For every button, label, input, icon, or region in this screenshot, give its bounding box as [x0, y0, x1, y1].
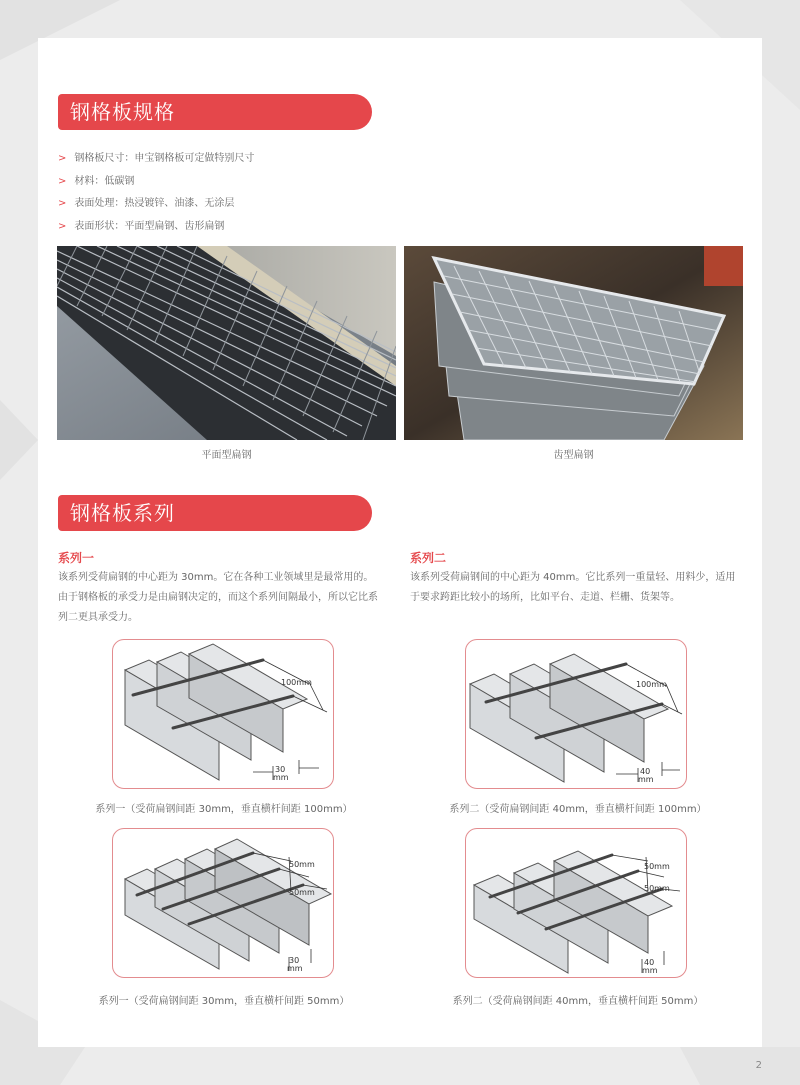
- dim-label: mm: [642, 966, 658, 975]
- spec-item: [58, 195, 254, 218]
- dim-label: 100mm: [281, 678, 312, 687]
- spec-item: [58, 218, 254, 241]
- diagram-caption: 系列一（受荷扁钢间距 30mm，垂直横杆间距 50mm）: [98, 996, 350, 1007]
- grating-diagram: [466, 640, 687, 789]
- spec-text: 材料：低碳钢: [74, 175, 135, 187]
- bullet-arrow-icon: >: [58, 153, 67, 164]
- dim-label: mm: [273, 773, 289, 782]
- diagram-series-two-50: [465, 828, 687, 978]
- series-one-description: 该系列受荷扁钢的中心距为 30mm。它在各种工业领域里是最常用的。由于钢格板的承受力是由扁钢决定的，而这个系列间隔最小，所以它比系列二更具承受力。: [58, 572, 378, 623]
- dim-label: 50mm: [644, 884, 670, 893]
- grating-diagram: [466, 829, 687, 978]
- page-sheet: [38, 38, 762, 1047]
- dim-label: mm: [638, 775, 654, 784]
- dim-label: 40: [644, 958, 655, 967]
- spec-text: 钢格板尺寸：申宝钢格板可定做特别尺寸: [74, 153, 255, 164]
- page-number: 2: [755, 1060, 762, 1071]
- dim-label: 50mm: [289, 888, 315, 897]
- serrated-grating-caption: 齿型扁钢: [553, 450, 594, 461]
- flat-grating-photo: [57, 246, 396, 440]
- dim-label: 50mm: [644, 862, 670, 871]
- grating-diagram: [113, 829, 334, 978]
- serrated-grating-photo: [404, 246, 743, 440]
- diagram-caption: 系列二（受荷扁钢间距 40mm，垂直横杆间距 50mm）: [452, 996, 704, 1007]
- flat-grating-caption: 平面型扁钢: [201, 450, 252, 461]
- series-section-title: 钢格板系列: [58, 495, 372, 531]
- diagram-series-one-100: [112, 639, 334, 789]
- diagram-series-two-100: [465, 639, 687, 789]
- bullet-arrow-icon: >: [58, 175, 67, 187]
- dim-label: mm: [287, 964, 303, 973]
- series-one-title: 系列一: [58, 551, 95, 565]
- spec-item: [58, 150, 254, 173]
- dim-label: 100mm: [636, 680, 667, 689]
- dim-label: 30: [289, 956, 300, 965]
- series-two-description: 该系列受荷扁钢间的中心距为 40mm。它比系列一重量轻、用料少，适用于要求跨距比较小的场所，比如平台、走道、栏栅、货架等。: [410, 572, 736, 603]
- spec-text: 表面处理：热浸镀锌、油漆、无涂层: [74, 198, 235, 209]
- diagram-caption: 系列二（受荷扁钢间距 40mm，垂直横杆间距 100mm）: [449, 804, 707, 815]
- spec-section-title: 钢格板规格: [58, 94, 372, 130]
- dim-label: 50mm: [289, 860, 315, 869]
- dim-label: 30: [275, 765, 286, 774]
- diagram-series-one-50: [112, 828, 334, 978]
- bullet-arrow-icon: >: [58, 198, 67, 209]
- bullet-arrow-icon: >: [58, 220, 67, 232]
- spec-text: 表面形状：平面型扁钢、齿形扁钢: [74, 220, 225, 232]
- grating-diagram: [113, 640, 334, 789]
- diagram-caption: 系列一（受荷扁钢间距 30mm，垂直横杆间距 100mm）: [95, 804, 353, 815]
- spec-item: [58, 173, 254, 196]
- series-two-title: 系列二: [410, 551, 447, 565]
- spec-list: [58, 150, 254, 240]
- dim-label: 40: [640, 767, 651, 776]
